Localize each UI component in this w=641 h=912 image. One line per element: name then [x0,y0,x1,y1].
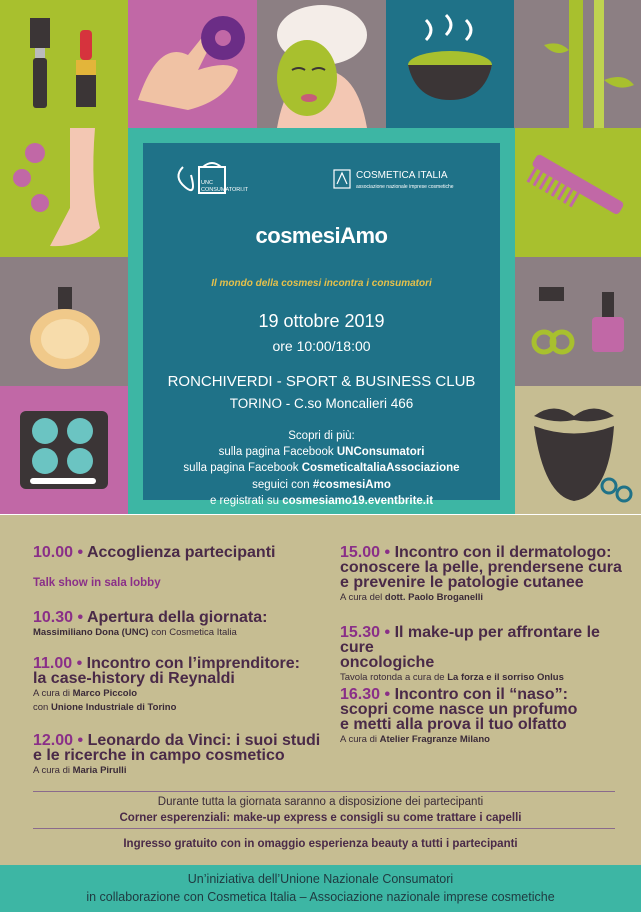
event-brand [143,223,500,249]
footer-line-2: in collaborazione con Cosmetica Italia – Associazione nazionale imprese cosmetiche [86,890,555,904]
event-tagline: Il mondo della cosmesi incontra i consumatori [211,278,432,289]
info-line-1: Scopri di più: [288,430,355,442]
tile-eyeshadow [0,386,128,514]
info-block [143,428,500,509]
program-item-1030: 10.30 • Apertura della giornata: Massimiliano Dona (UNC) con Cosmetica Italia [33,609,268,638]
program-item-1630: 16.30 • Incontro con il “naso”: scopri come nasce un profumo e metti alla prova il tuo olfatto A cura di Atelier Fragranze Milano [340,686,578,745]
tile-curler-nailpolish [514,257,641,386]
tile-face-mask [257,0,386,128]
tile-bamboo [514,0,641,128]
program-item-1100: 11.00 • Incontro con l’imprenditore: la case-history di Reynaldi A cura di Marco Piccolo con Unione Industriale di Torino [33,655,301,713]
facebook-unc-link[interactable]: UNConsumatori [336,446,425,459]
divider-bottom [33,828,615,829]
eventbrite-link[interactable]: cosmesiamo19.eventbrite.it [282,494,434,507]
unc-logo-text: UNC CONSUMATORI.IT [201,180,249,193]
brand-accent: A [340,223,356,248]
program-item-1530: 15.30 • Il make-up per affrontare le cure oncologiche Tavola rotonda a cura de La forza e il sorriso Onlus [340,624,600,683]
tile-perfume [0,257,128,386]
tile-beard-scissors [514,386,641,514]
talk-show-label: Talk show in sala lobby [33,577,161,589]
event-time: ore 10:00/18:00 [272,338,371,354]
program-item-1000: 10.00 • Accoglienza partecipanti [33,544,276,561]
info-line-4: seguici con #cosmesiAmo [252,478,391,491]
event-date: 19 ottobre 2019 [258,311,385,331]
program-item-1200: 12.00 • Leonardo da Vinci: i suoi studi e le ricerche in campo cosmetico A cura di Maria Pirulli [33,732,321,776]
unc-logo-icon [163,157,273,201]
divider-top [33,791,615,792]
tile-comb [514,128,641,257]
tile-foot [0,128,128,257]
free-entry-note: Ingresso gratuito con in omaggio esperienza beauty a tutti i partecipanti [123,838,518,850]
corners-note: Corner esperenziali: make-up express e consigli su come trattare i capelli [119,812,522,824]
brand-suffix: mo [355,223,388,248]
cosmetica-italia-name: COSMETICA ITALIA [356,170,448,181]
tile-makeup-brush-lipstick [0,0,128,128]
event-venue: RONCHIVERDI - SPORT & BUSINESS CLUB [167,373,476,390]
program-section [0,515,641,865]
tile-hand-flower [128,0,257,128]
cosmetica-italia-subtitle: associazione nazionale imprese cosmetiche [356,184,454,190]
facebook-cosmetica-link[interactable]: CosmeticaItaliaAssociazione [301,462,460,475]
center-info-panel [143,143,500,507]
footer-line-1: Un’iniziativa dell’Unione Nazionale Consumatori [187,872,454,886]
program-item-1500: 15.00 • Incontro con il dermatologo: conoscere la pelle, prendersene cura e prevenire le patologie cutanee A cura del dott. Paolo Broganelli [340,544,622,603]
info-line-5: e registrati su cosmesiamo19.eventbrite.it [209,494,434,507]
info-line-2: sulla pagina Facebook UNConsumatori [218,446,425,459]
cosmetica-italia-logo-icon [333,169,351,189]
hashtag: #cosmesiAmo [312,478,391,491]
all-day-note: Durante tutta la giornata saranno a disposizione dei partecipanti [157,796,484,808]
footer [0,865,641,912]
brand-prefix: cosmesi [255,223,341,248]
event-address: TORINO - C.so Moncalieri 466 [229,396,414,411]
tile-bowl [386,0,514,128]
info-line-3: sulla pagina Facebook CosmeticaItaliaAssociazione [183,462,460,475]
